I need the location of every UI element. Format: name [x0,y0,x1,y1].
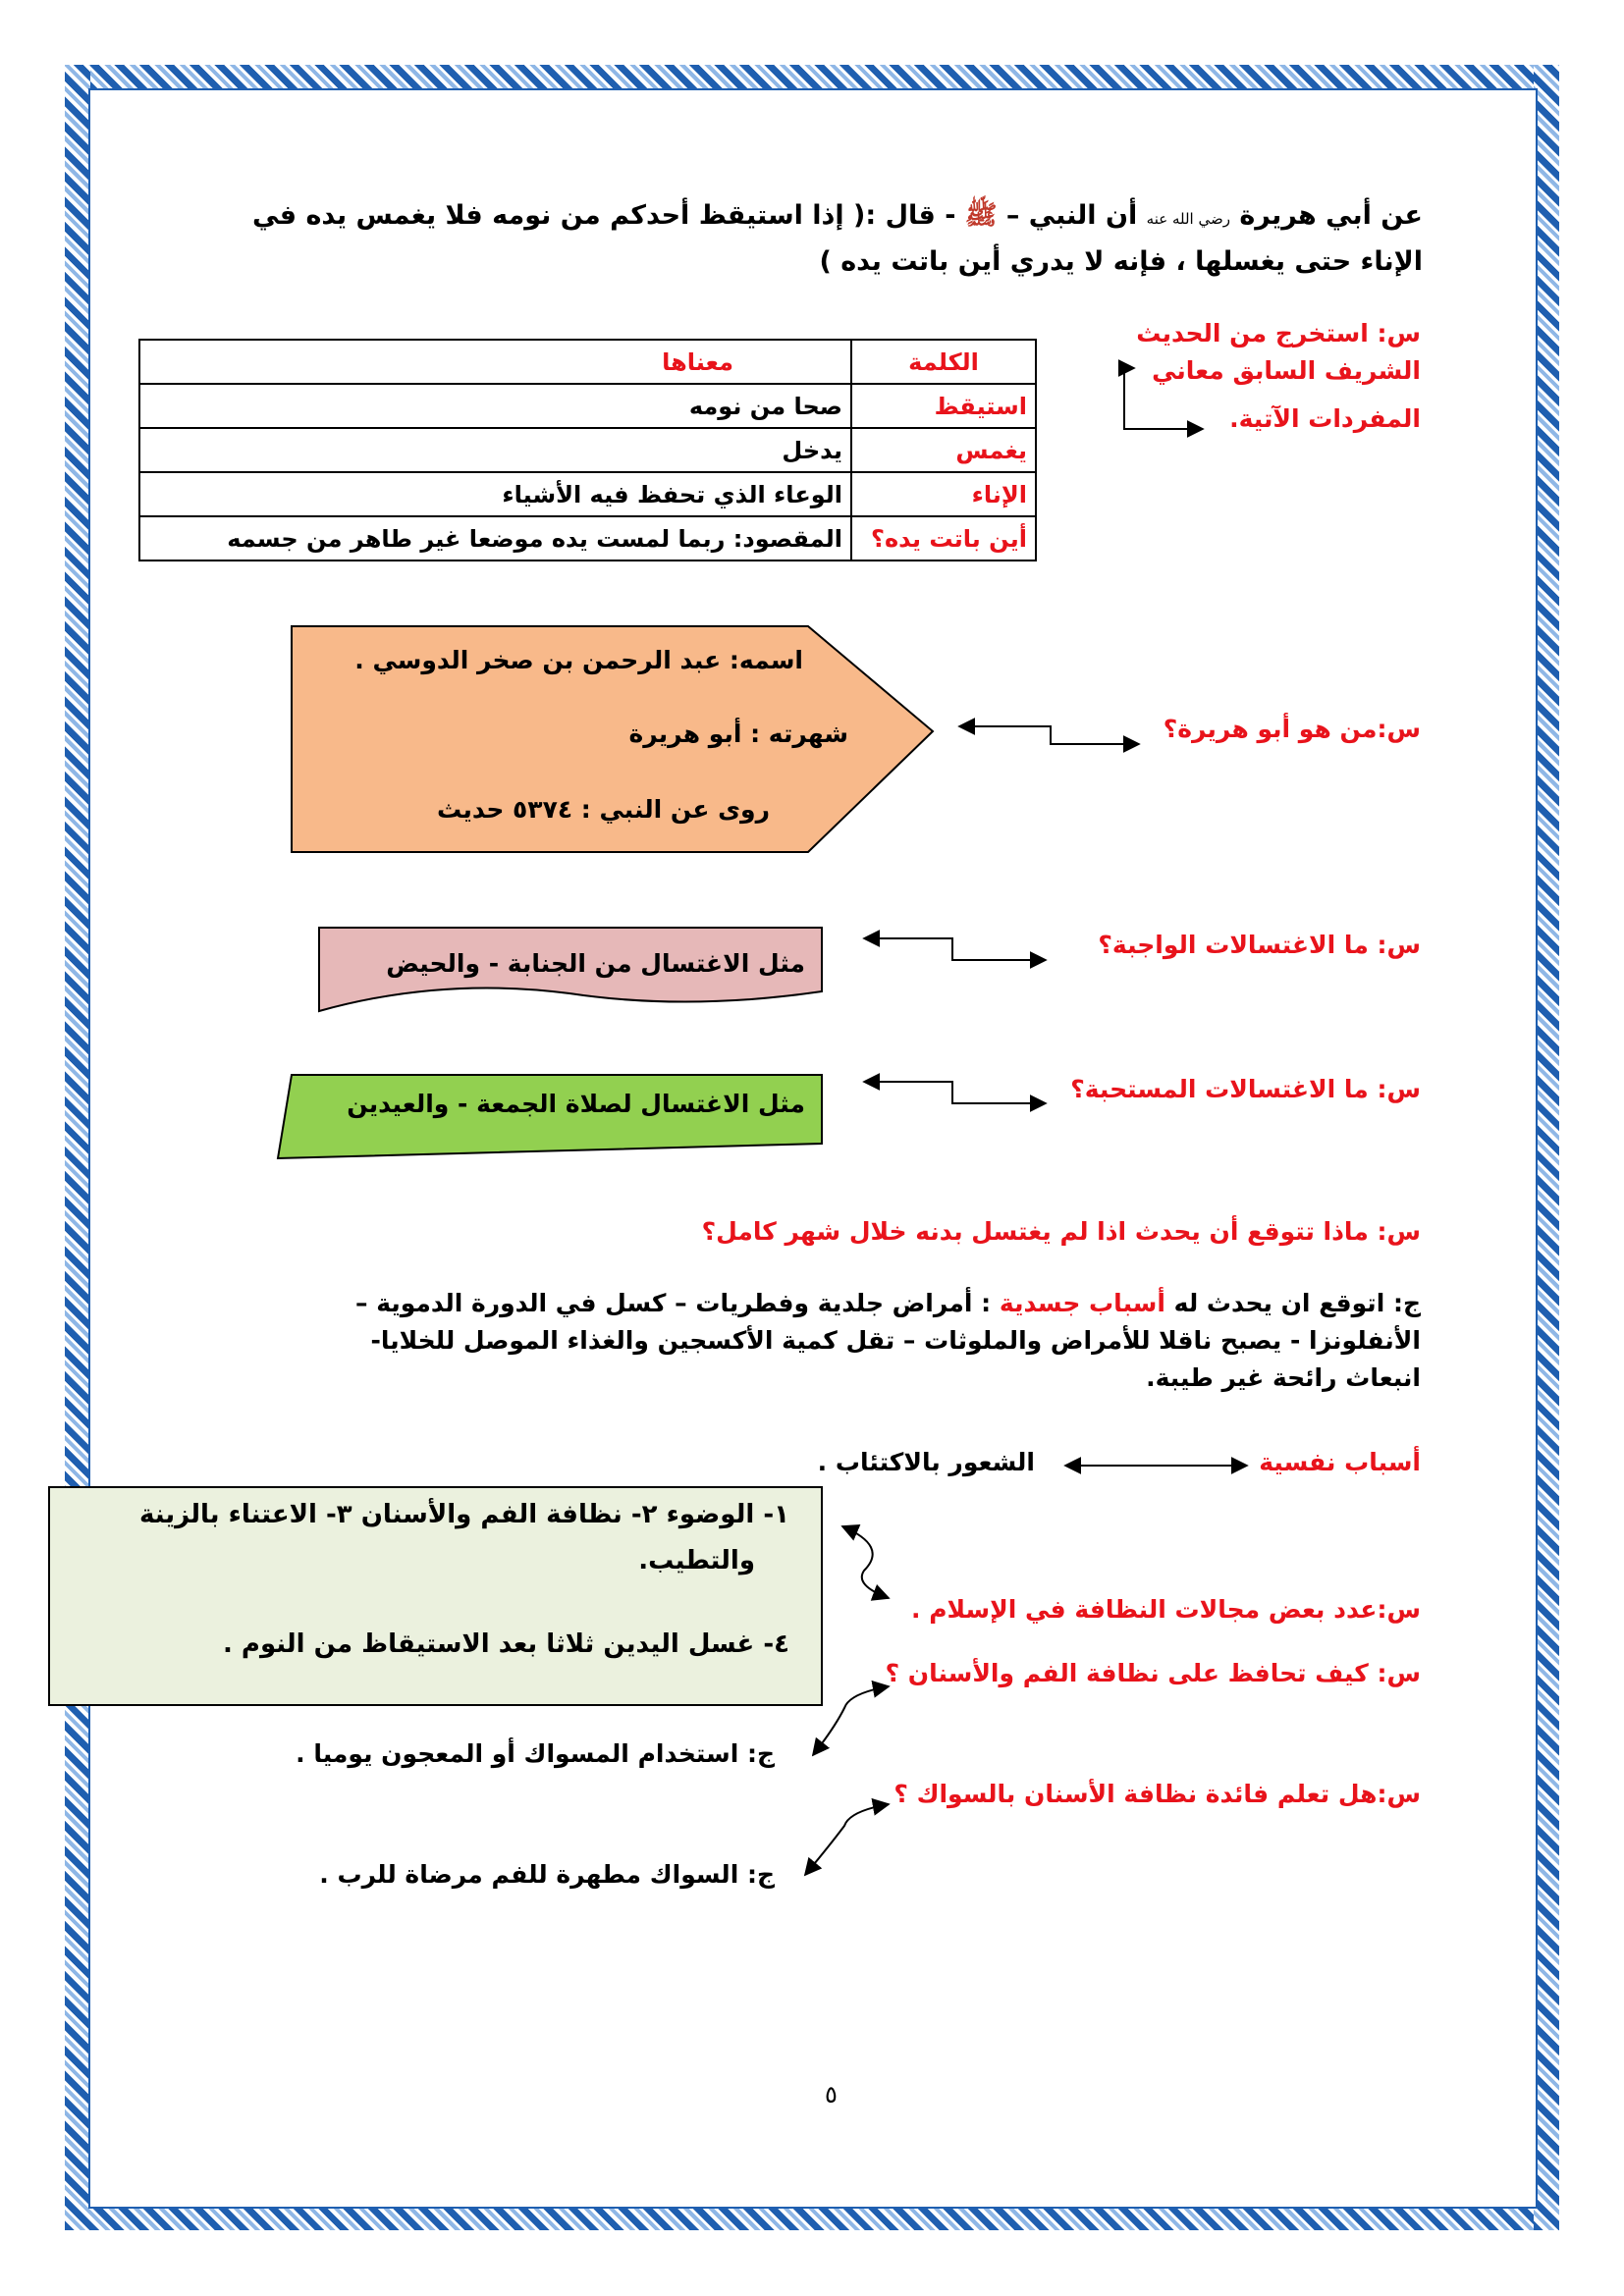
vocab-word: استيقظ [851,384,1036,428]
recommended-question: س: ما الاغتسالات المستحبة؟ [1070,1075,1421,1103]
recommended-arrow [864,1082,1046,1103]
vocab-meaning: المقصود: ربما لمست يده موضعا غير طاهر من جسمه [139,516,851,561]
answer-prefix: ج: اتوقع ان يحدث له [1173,1289,1421,1317]
mouth-answer: ج: استخدام المسواك أو المعجون يوميا . [296,1739,775,1768]
mouth-arrow [813,1686,889,1755]
siwak-question: س:هل تعلم فائدة نظافة الأسنان بالسواك ؟ [893,1780,1421,1808]
table-row [139,384,1036,428]
table-row [139,340,1036,384]
abu-hurairah-narrations: روى عن النبي : ٥٣٧٤ حديث [437,795,770,824]
table-row [139,428,1036,472]
cleanliness-item-line1: ١- الوضوء ٢- نظافة الفم والأسنان ٣- الاعتناء بالزينة [138,1500,789,1529]
header-meaning: معناها [139,340,851,384]
page-number: ٥ [825,2081,838,2109]
expect-answer-line3: انبعاث رائحة غير طيبة. [1146,1363,1421,1392]
cleanliness-item-line2: والتطيب. [638,1546,755,1575]
vocab-meaning: يدخل [139,428,851,472]
obligatory-arrow [864,938,1046,960]
obligatory-question: س: ما الاغتسالات الواجبة؟ [1098,931,1421,959]
vocab-word: يغمس [851,428,1036,472]
vocab-question-line3: المفردات الآتية. [1229,404,1421,433]
hadith-body: - قال :( إذا استيقظ أحدكم من نومه فلا يغمس يده في الإناء حتى يغسلها ، فإنه لا يدري أين باتت يده ) [252,200,1423,277]
vocab-word: الإناء [851,472,1036,516]
abu-hurairah-question: س:من هو أبو هريرة؟ [1163,715,1421,743]
siwak-answer: ج: السواك مطهرة للفم مرضاة للرب . [319,1860,775,1889]
vocab-question-line1: س: استخرج من الحديث [1136,319,1421,347]
abu-hurairah-name: اسمه: عبد الرحمن بن صخر الدوسي . [354,646,803,674]
vocab-meaning: صحا من نومه [139,384,851,428]
hadith-narrator: عن أبي هريرة [1239,200,1423,231]
psych-causes-label: أسباب نفسية [1259,1448,1421,1476]
vocab-meaning: الوعاء الذي تحفظ فيه الأشياء [139,472,851,516]
abu-hurairah-arrow [959,726,1139,744]
saw-glyph: ﷺ [964,200,998,231]
cleanliness-question: س:عدد بعض مجالات النظافة في الإسلام . [911,1595,1421,1624]
psych-causes-value: الشعور بالاكتئاب . [817,1448,1035,1476]
hadith-prophet: أن النبي – [1005,200,1138,231]
physical-causes-list: : أمراض جلدية وفطريات – كسل في الدورة الدموية – [354,1289,992,1317]
table-row [139,516,1036,561]
expect-answer-line1 [355,1289,1421,1317]
vocab-word: أين باتت يده؟ [851,516,1036,561]
physical-causes-label: أسباب جسدية [999,1289,1165,1317]
mouth-question: س: كيف تحافظ على نظافة الفم والأسنان ؟ [885,1659,1421,1687]
recommended-answer: مثل الاغتسال لصلاة الجمعة - والعيدين [347,1090,805,1118]
vocab-table [138,339,1037,561]
abu-hurairah-fame: شهرته : أبو هريرة [628,720,848,748]
hadith-honorific: رضي الله عنه [1146,210,1230,228]
siwak-arrow [805,1804,889,1875]
cleanliness-item-line3: ٤- غسل اليدين ثلاثا بعد الاستيقاظ من النوم . [222,1629,789,1659]
obligatory-answer: مثل الاغتسال من الجنابة - والحيض [386,949,805,978]
hadith-text [244,194,1423,284]
expect-question: س: ماذا تتوقع أن يحدث اذا لم يغتسل بدنه خلال شهر كامل؟ [701,1217,1421,1246]
header-word: الكلمة [851,340,1036,384]
expect-answer-line2: الأنفلونزا - يصبح ناقلا للأمراض والملوثات – تقل كمية الأكسجين والغذاء الموصل للخلايا- [370,1326,1421,1355]
cleanliness-arrow [842,1526,889,1598]
table-row [139,472,1036,516]
vocab-question-line2: الشريف السابق معاني [1152,356,1421,385]
